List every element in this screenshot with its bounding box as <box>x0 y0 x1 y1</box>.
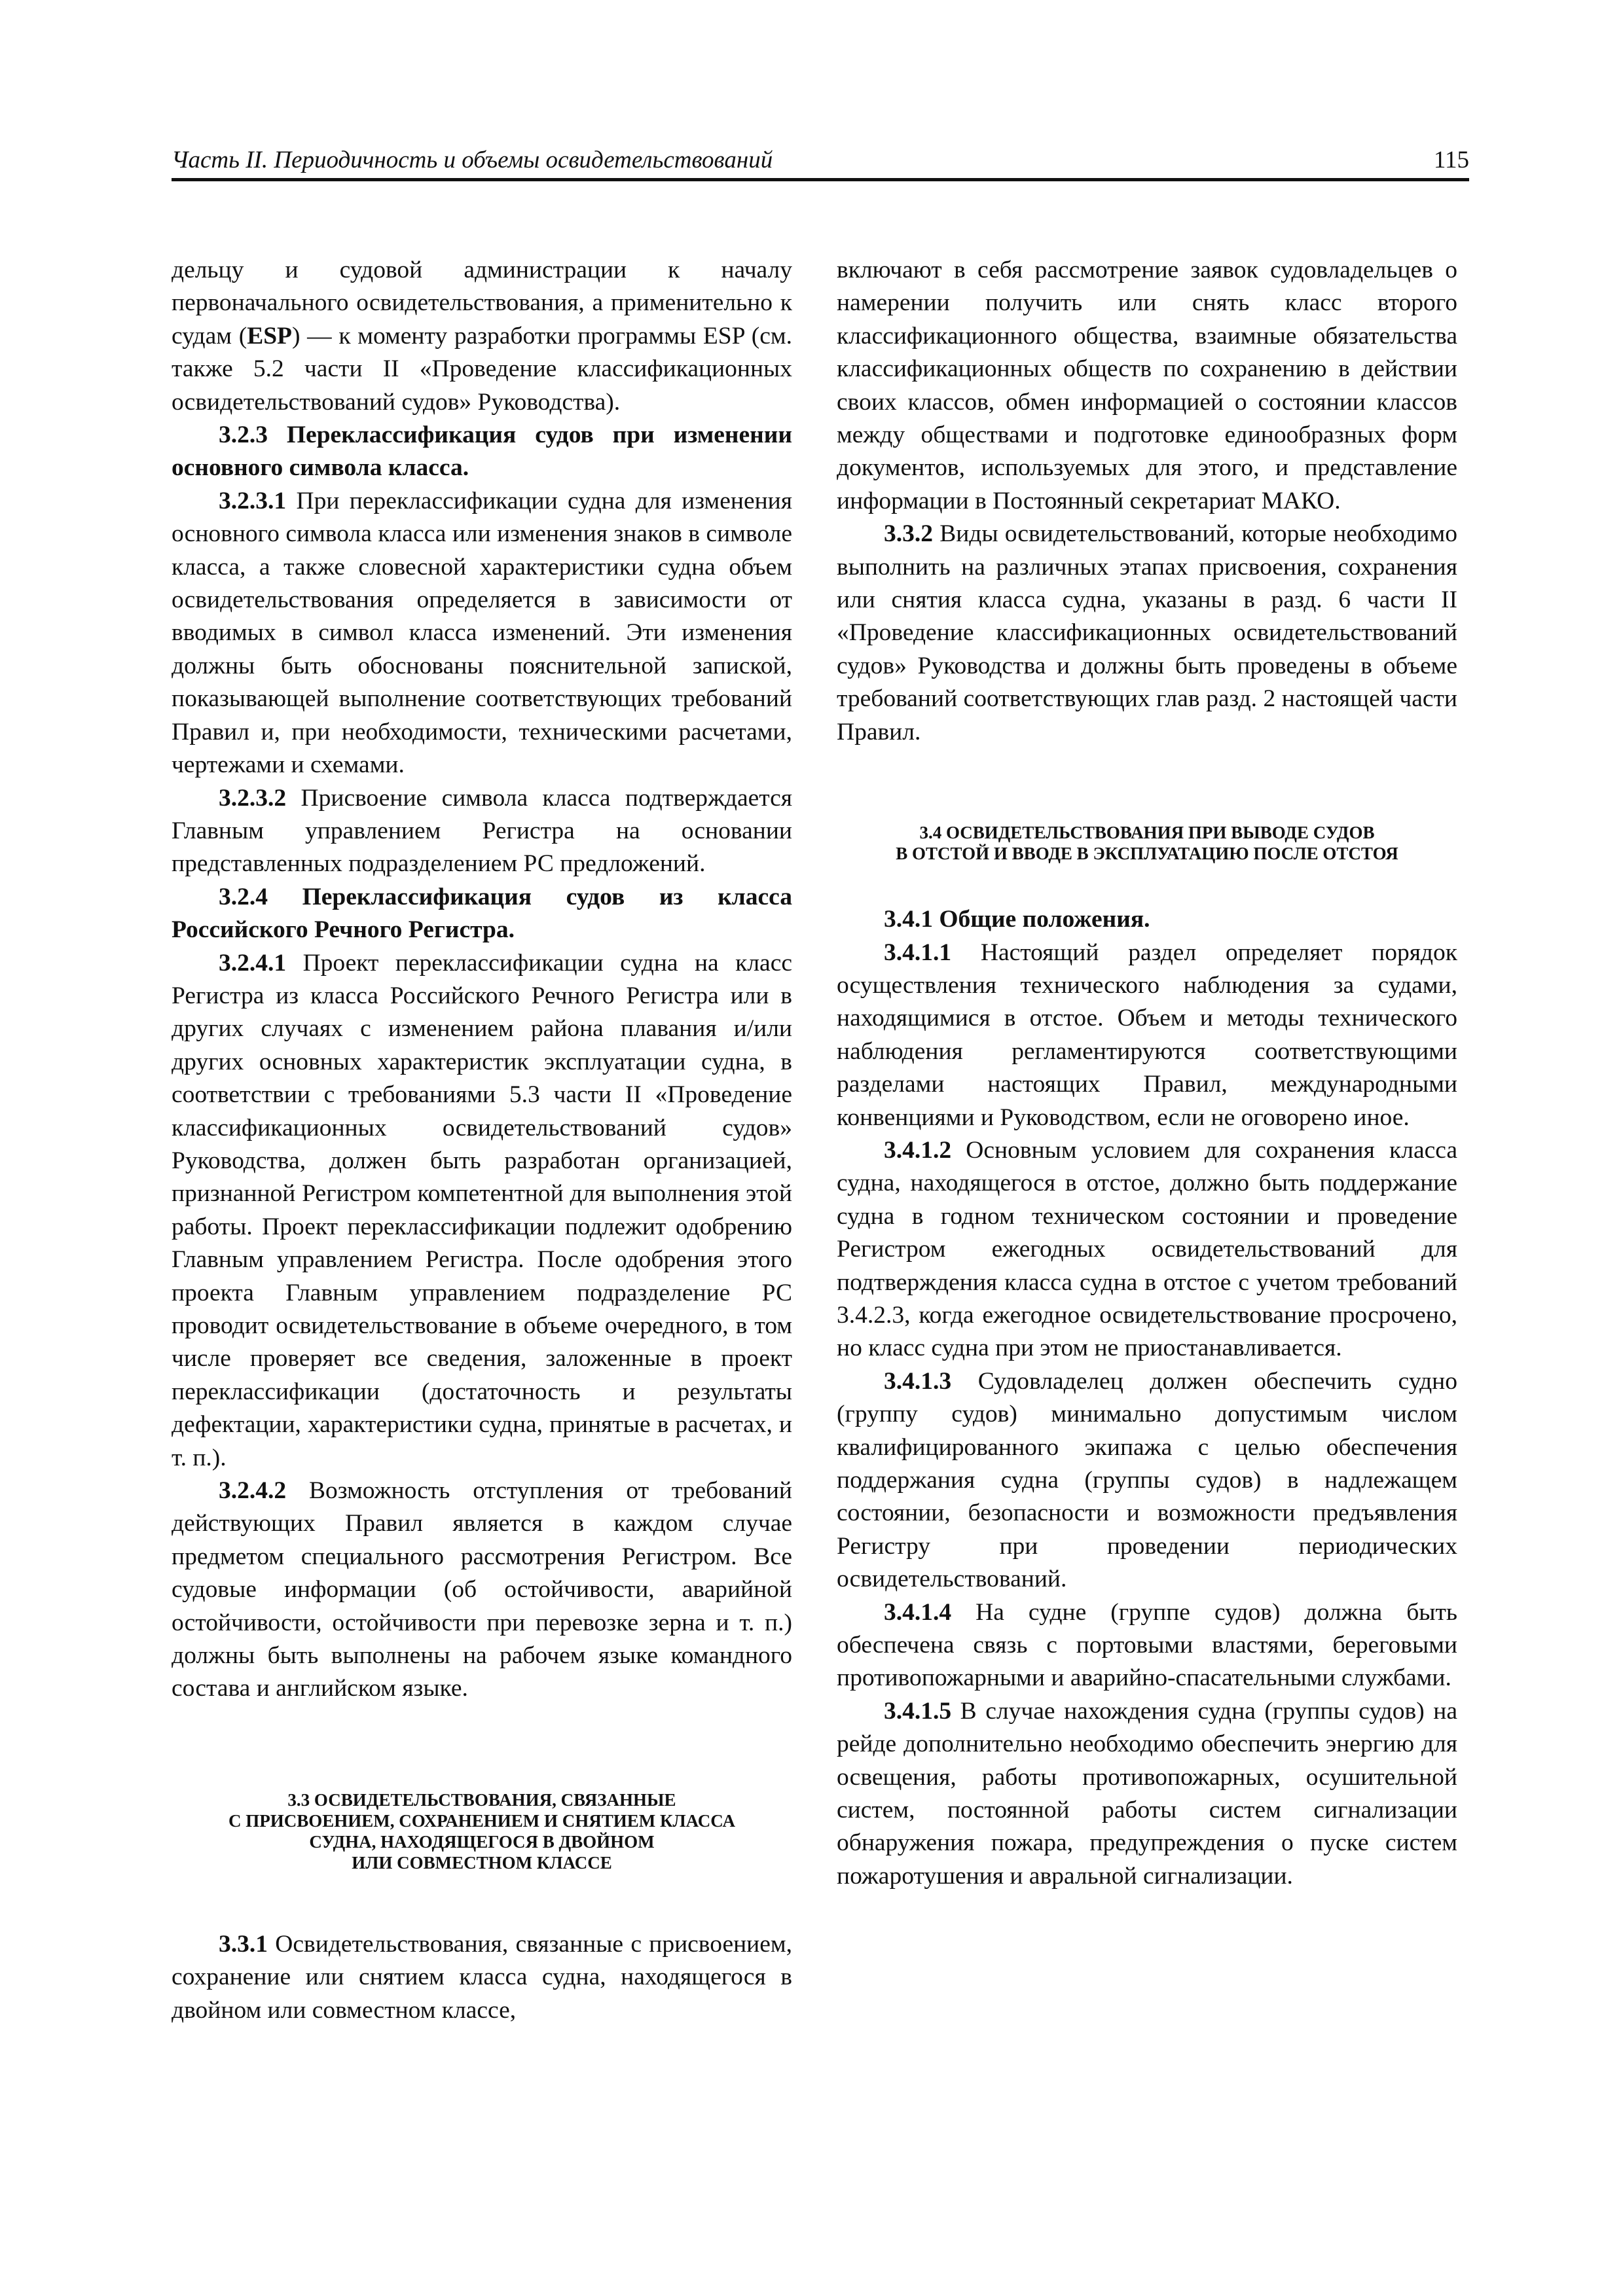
paragraph-continuation-right: включают в себя рассмотрение заявок судовладельцев о намерении получить или снять класс второго классификационного общества, взаимные обязательства классификационных обществ по сохранению в действии своих классов, обмен информацией о состоянии классов между обществами и подготовке единообразных форм документов, используемых для этого, и представление информации в Постоянный секретариат МАКО. <box>837 257 1457 514</box>
page-header <box>172 145 1469 181</box>
section-heading-3-4: 3.4 ОСВИДЕТЕЛЬСТВОВАНИЯ ПРИ ВЫВОДЕ СУДОВ В ОТСТОЙ И ВВОДЕ В ЭКСПЛУАТАЦИЮ ПОСЛЕ ОТСТОЯ <box>896 823 1398 864</box>
paragraph-3-4-1-2: 3.4.1.2 Основным условием для сохранения класса судна, находящегося в отстое, должно быть поддержание судна в годном техническом состоянии и проведение Регистром ежегодных освидетельствований для подтверждения класса судна в отстое с учетом требований 3.4.2.3, когда ежегодное освидетельствование просрочено, но класс судна при этом не приостанавливается. <box>837 1136 1457 1362</box>
section-heading-3-3: 3.3 ОСВИДЕТЕЛЬСТВОВАНИЯ, СВЯЗАННЫЕ С ПРИСВОЕНИЕМ, СОХРАНЕНИЕМ И СНЯТИЕМ КЛАССА СУДНА, НАХОДЯЩЕГОСЯ В ДВОЙНОМ ИЛИ СОВМЕСТНОМ КЛАССЕ <box>228 1789 735 1873</box>
paragraph-3-4-1-3: 3.4.1.3 Судовладелец должен обеспечить судно (группу судов) минимально допустимым числом квалифицированного экипажа с целью обеспечения поддержания судна (группы судов) в надлежащем состоянии, безопасности и возможности предъявления Регистру при проведении периодических освидетельствований. <box>837 1367 1457 1593</box>
page-number: 115 <box>1433 147 1469 173</box>
section-heading-3-4-1: 3.4.1 Общие положения. <box>884 906 1150 933</box>
paragraph-3-2-4-1: 3.2.4.1 Проект переклассификации судна на класс Регистра из класса Российского Речного Регистра или в других случаях с изменением района плавания и/или других основных характеристик эксплуатации судна, в соответствии с требованиями 5.3 части II «Проведение классификационных освидетельствований судов» Руководства, должен быть разработан организацией, признанной Регистром компетентной для выполнения этой работы. Проект переклассификации подлежит одобрению Главным управлением Регистра. После одобрения этого проекта Главным управлением подразделение РС проводит освидетельствование в объеме очередного, в том числе проверяет все сведения, заложенные в проект переклассификации (достаточность и результаты дефектации, характеристики судна, принятые в расчетах, и т. п.). <box>172 949 792 1471</box>
paragraph-3-3-2: 3.3.2 Виды освидетельствований, которые необходимо выполнить на различных этапах присвоения, сохранения или снятия класса судна, указаны в разд. 6 части II «Проведение классификационных освидетельствований судов» Руководства и должны быть проведены в объеме требований соответствующих глав разд. 2 настоящей части Правил. <box>837 520 1457 745</box>
paragraph-3-2-3-1: 3.2.3.1 При переклассификации судна для изменения основного символа класса или изменения знаков в символе класса, а также словесной характеристики судна объем освидетельствования определяется в зависимости от вводимых в символ класса изменений. Эти изменения должны быть обоснованы пояснительной запиской, показывающей выполнение соответствующих требований Правил и, при необходимости, техническими расчетами, чертежами и схемами. <box>172 487 792 779</box>
right-column <box>837 254 1457 1893</box>
paragraph-3-3-1: 3.3.1 Освидетельствования, связанные с присвоением, сохранение или снятием класса судна, находящегося в двойном или совместном классе, <box>172 1930 792 2024</box>
paragraph-continuation: дельцу и судовой администрации к началу первоначального освидетельствования, а применительно к судам (ESP) — к моменту разработки программы ESP (см. также 5.2 части II «Проведение классификационных освидетельствований судов» Руководства). <box>172 257 792 416</box>
paragraph-3-4-1-4: 3.4.1.4 На судне (группе судов) должна быть обеспечена связь с портовыми властями, береговыми противопожарными и аварийно-спасательными службами. <box>837 1598 1457 1692</box>
paragraph-3-4-1-5: 3.4.1.5 В случае нахождения судна (группы судов) на рейде дополнительно необходимо обеспечить энергию для освещения, работы противопожарных, осушительной систем, постоянной работы систем сигнализации обнаружения пожара, предупреждения о пуске систем пожаротушения и авральной сигнализации. <box>837 1697 1457 1890</box>
left-column <box>172 254 792 2027</box>
paragraph-3-2-3-2: 3.2.3.2 Присвоение символа класса подтверждается Главным управлением Регистра на основании представленных подразделением РС предложений. <box>172 784 792 878</box>
section-heading-3-2-4: 3.2.4 Переклассификация судов из класса Российского Речного Регистра. <box>172 883 792 944</box>
paragraph-3-2-4-2: 3.2.4.2 Возможность отступления от требований действующих Правил является в каждом случае предметом специального рассмотрения Регистром. Все судовые информации (об остойчивости, аварийной остойчивости, остойчивости при перевозке зерна и т. п.) должны быть выполнены на рабочем языке командного состава и английском языке. <box>172 1477 792 1702</box>
section-heading-3-2-3: 3.2.3 Переклассификация судов при изменении основного символа класса. <box>172 422 792 482</box>
paragraph-3-4-1-1: 3.4.1.1 Настоящий раздел определяет порядок осуществления технического наблюдения за судами, находящимися в отстое. Объем и методы технического наблюдения регламентируются соответствующими разделами настоящих Правил, международными конвенциями и Руководством, если не оговорено иное. <box>837 939 1457 1131</box>
running-title: Часть II. Периодичность и объемы освидетельствований <box>172 147 773 173</box>
